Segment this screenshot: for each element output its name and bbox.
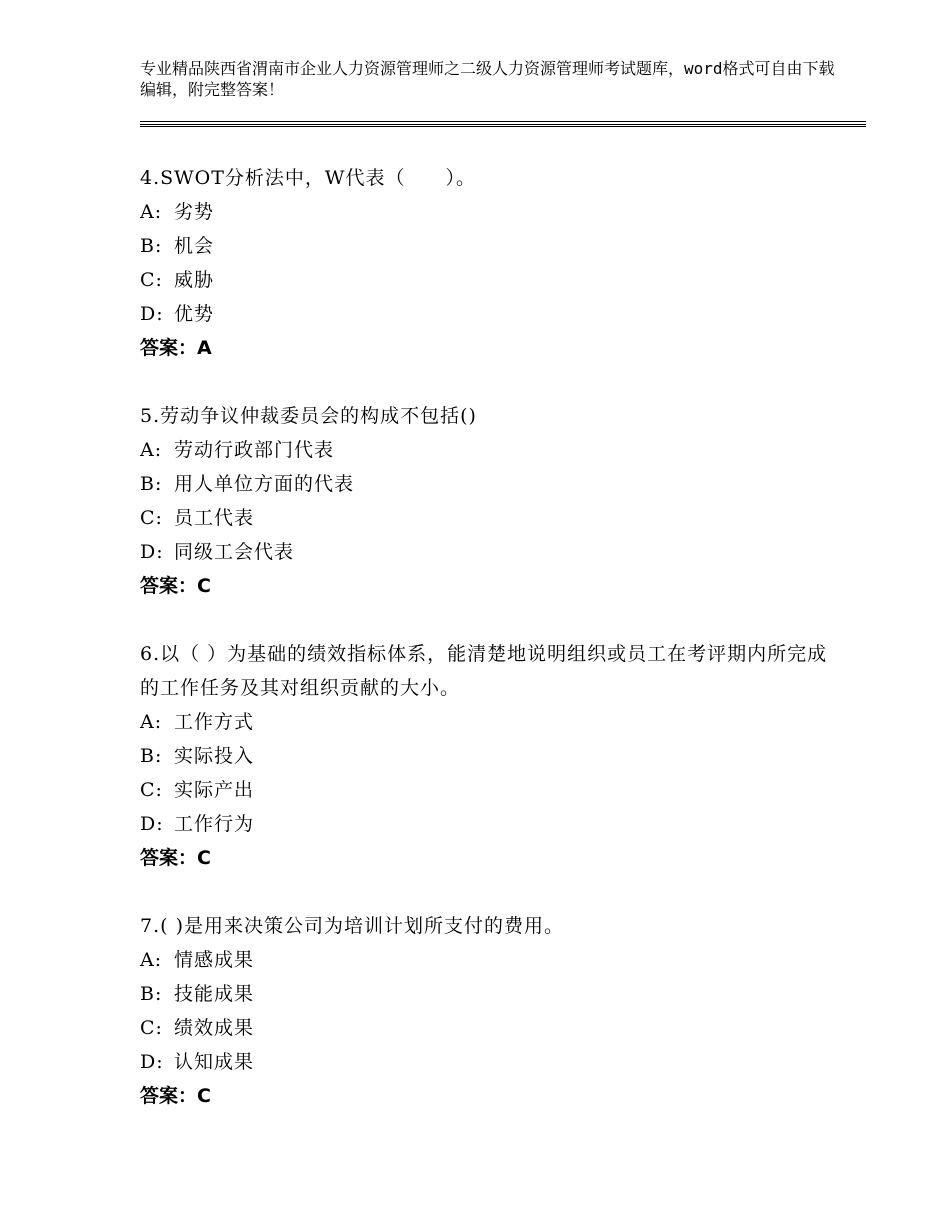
question-option: [140, 1011, 840, 1045]
answer-label: 答案：: [140, 1085, 198, 1107]
question-option: [140, 773, 840, 807]
option-text: 工作方式: [174, 711, 255, 733]
option-letter: D:: [140, 303, 164, 325]
option-text: 认知成果: [174, 1051, 255, 1073]
option-text: 同级工会代表: [174, 541, 295, 563]
question-stem: 5.劳动争议仲裁委员会的构成不包括(): [140, 405, 477, 427]
answer-label: 答案：: [140, 575, 198, 597]
question-answer: [140, 569, 840, 603]
option-text: 机会: [174, 235, 215, 257]
question-option: [140, 467, 840, 501]
option-letter: A:: [140, 439, 163, 461]
option-letter: A:: [140, 949, 163, 971]
question-stem: 4.SWOT分析法中，W代表（ ）。: [140, 167, 476, 189]
header-divider: [140, 121, 866, 125]
option-text: 实际投入: [174, 745, 255, 767]
option-letter: C:: [140, 779, 163, 801]
answer-label: 答案：: [140, 847, 198, 869]
option-text: 优势: [174, 303, 215, 325]
option-letter: D:: [140, 541, 164, 563]
question-option: [140, 229, 840, 263]
answer-value: C: [197, 1085, 211, 1107]
option-text: 情感成果: [174, 949, 255, 971]
header-title: 专业精品陕西省渭南市企业人力资源管理师之二级人力资源管理师考试题库，word格式可自由下载编辑，附完整答案！: [140, 59, 835, 99]
question-item: [140, 637, 840, 875]
option-text: 实际产出: [174, 779, 255, 801]
question-option: [140, 535, 840, 569]
question-option: [140, 501, 840, 535]
question-stem: 7.( )是用来决策公司为培训计划所支付的费用。: [140, 915, 564, 937]
question-option: [140, 943, 840, 977]
answer-value: C: [197, 847, 211, 869]
question-answer: [140, 331, 840, 365]
question-answer: [140, 841, 840, 875]
question-option: [140, 195, 840, 229]
question-option: [140, 739, 840, 773]
option-text: 工作行为: [174, 813, 255, 835]
option-text: 用人单位方面的代表: [174, 473, 355, 495]
option-text: 威胁: [174, 269, 215, 291]
option-text: 绩效成果: [174, 1017, 255, 1039]
answer-value: C: [197, 575, 211, 597]
option-letter: B:: [140, 473, 163, 495]
option-letter: C:: [140, 507, 163, 529]
question-item: [140, 161, 840, 365]
option-text: 劳动行政部门代表: [174, 439, 335, 461]
option-letter: B:: [140, 235, 163, 257]
option-letter: D:: [140, 1051, 164, 1073]
option-letter: B:: [140, 983, 163, 1005]
answer-label: 答案：: [140, 337, 198, 359]
question-option: [140, 705, 840, 739]
question-option: [140, 297, 840, 331]
question-option: [140, 1045, 840, 1079]
question-option: [140, 263, 840, 297]
question-item: [140, 909, 840, 1113]
option-letter: C:: [140, 269, 163, 291]
option-text: 技能成果: [174, 983, 255, 1005]
option-letter: C:: [140, 1017, 163, 1039]
option-letter: B:: [140, 745, 163, 767]
document-header: [140, 58, 840, 100]
answer-value: A: [197, 337, 212, 359]
question-list: [140, 161, 840, 1147]
option-letter: A:: [140, 711, 163, 733]
question-option: [140, 977, 840, 1011]
option-letter: A:: [140, 201, 163, 223]
question-option: [140, 433, 840, 467]
option-text: 劣势: [174, 201, 215, 223]
question-option: [140, 807, 840, 841]
option-text: 员工代表: [174, 507, 255, 529]
question-item: [140, 399, 840, 603]
question-answer: [140, 1079, 840, 1113]
option-letter: D:: [140, 813, 164, 835]
question-stem: 6.以（ ）为基础的绩效指标体系，能清楚地说明组织或员工在考评期内所完成的工作任务及其对组织贡献的大小。: [140, 643, 828, 699]
